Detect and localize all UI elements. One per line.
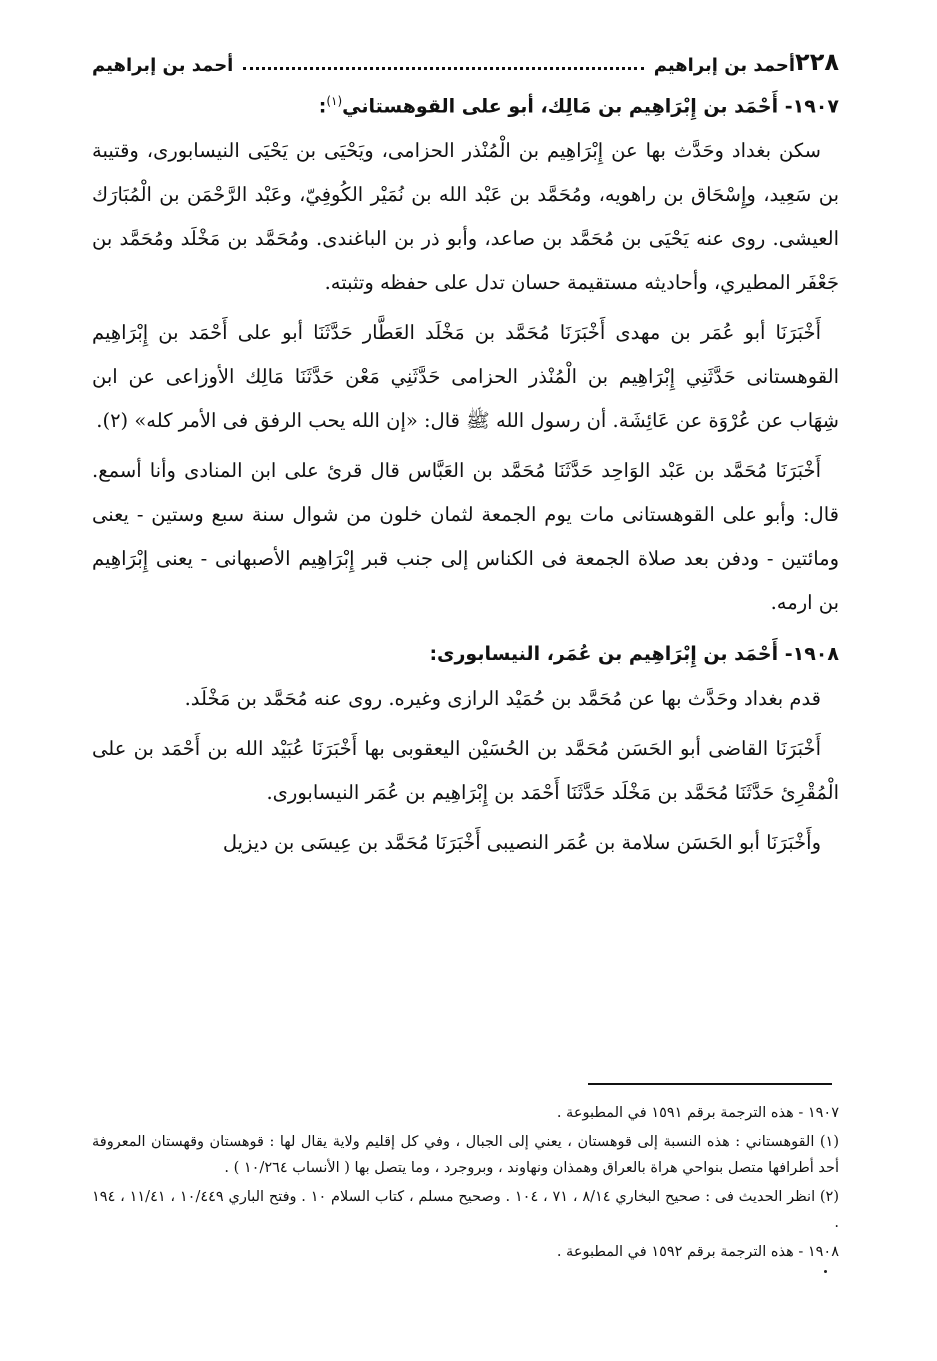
footnotes [92, 1100, 839, 1268]
running-title-left: أحمد بن إبراهيم [92, 55, 234, 76]
page-number: ٢٢٨ [795, 48, 839, 76]
paragraph: أَخْبَرَنَا أبو عُمَر بن مهدى أَخْبَرَنَا مُحَمَّد بن مَخْلَد العَطَّار حَدَّثَنَا أبو على أَحْمَد بن إِبْرَاهِيم القوهستانى حَدَّثَنِي إِبْرَاهِيم بن الْمُنْذر الحزامى حَدَّثَنِي مَعْن حَدَّثَنَا مَالِك الأوزاعى عن ابن شِهَاب عن عُرْوَة عن عَائِشَة. أن رسول الله ﷺ قال: «إن الله يحب الرفق فى الأمر كله» (٢). [92, 321, 839, 433]
entry-title-colon: : [318, 95, 327, 118]
footnote: (٢) انظر الحديث فى : صحيح البخاري ٨/١٤ ، ٧١ ، ١٠٤ . وصحيح مسلم ، كتاب السلام ١٠ . وفتح الباري ١٠/٤٤٩ ، ١١/٤١ ، ١٩٤ . [92, 1189, 840, 1231]
footnote: (١) القوهستاني : هذه النسبة إلى قوهستان ، يعني إلى الجبال ، وفي كل إقليم ولاية يقال لها : قوهستان وقهستان المعروفة أحد أطرافها متصل بنواحي هراة بالعراق وهمذان ونهاوند ، وبروجرد ، وما يتصل بها ( الأنساب ١٠/٢٦٤ ) . [92, 1134, 839, 1176]
header-dotted-leader [243, 67, 643, 70]
paragraph: وأَخْبَرَنَا أبو الحَسَن سلامة بن عُمَر النصيبى أَخْبَرَنَا مُحَمَّد بن عِيسَى بن ديزيل [222, 831, 821, 855]
main-text [92, 78, 839, 871]
running-title-right: أحمد بن إبراهيم [653, 55, 796, 76]
footnote: ١٩٠٨ - هذه الترجمة برقم ١٥٩٢ في المطبوعة . [556, 1244, 839, 1260]
print-speck [824, 1270, 827, 1273]
paragraph: أَخْبَرَنَا القاضى أبو الحَسَن مُحَمَّد بن الحُسَيْن اليعقوبى بها أَخْبَرَنَا عُبَيْد الله بن أَحْمَد بن على الْمُقْرِئ حَدَّثَنَا مُحَمَّد بن مَخْلَد حَدَّثَنَا أَحْمَد بن إِبْرَاهِيم بن عُمَر النيسابورى. [92, 737, 839, 805]
footnote-separator [588, 1083, 832, 1085]
entry-title-text: ١٩٠٧- أَحْمَد بن إِبْرَاهِيم بن مَالِك، أبو على القوهستاني [342, 95, 839, 118]
paragraph: أَخْبَرَنَا مُحَمَّد بن عَبْد الوَاحِد حَدَّثَنَا مُحَمَّد بن العَبَّاس قال قرئ على ابن المنادى وأنا أسمع. قال: وأبو على القوهستانى مات يوم الجمعة لثمان خلون من شوال سنة سبع وستين - يعنى ومائتين - ودفن بعد صلاة الجمعة فى الكناس إلى جنب قبر إِبْرَاهِيم الأصبهانى - يعنى إِبْرَاهِيم بن ارمه. [92, 459, 839, 615]
page-header [92, 42, 839, 76]
entry-title-1907 [92, 78, 839, 129]
paragraph: قدم بغداد وحَدَّث بها عن مُحَمَّد بن حُمَيْد الرازى وغيره. روى عنه مُحَمَّد بن مَخْلَد. [184, 687, 821, 711]
entry-title-1908: ١٩٠٨- أَحْمَد بن إِبْرَاهِيم بن عُمَر، النيسابورى: [429, 643, 839, 666]
paragraph: سكن بغداد وحَدَّث بها عن إِبْرَاهِيم بن الْمُنْذر الحزامى، ويَحْيَى بن يَحْيَى النيسابورى، وقتيبة بن سَعِيد، وإِسْحَاق بن راهويه، ومُحَمَّد بن عَبْد الله بن نُمَيْر الكُوفِيّ، وعَبْد الرَّحْمَن بن الْمُبَارَك العيشى. روى عنه يَحْيَى بن مُحَمَّد بن صاعد، وأبو ذر بن الباغندى. ومُحَمَّد بن مَخْلَد ومُحَمَّد بن جَعْفَر المطيري، وأحاديثه مستقيمة حسان تدل على حفظه وتثبته. [92, 139, 839, 295]
footnote-ref: (١) [326, 94, 343, 108]
footnote: ١٩٠٧ - هذه الترجمة برقم ١٥٩١ في المطبوعة . [556, 1105, 839, 1121]
